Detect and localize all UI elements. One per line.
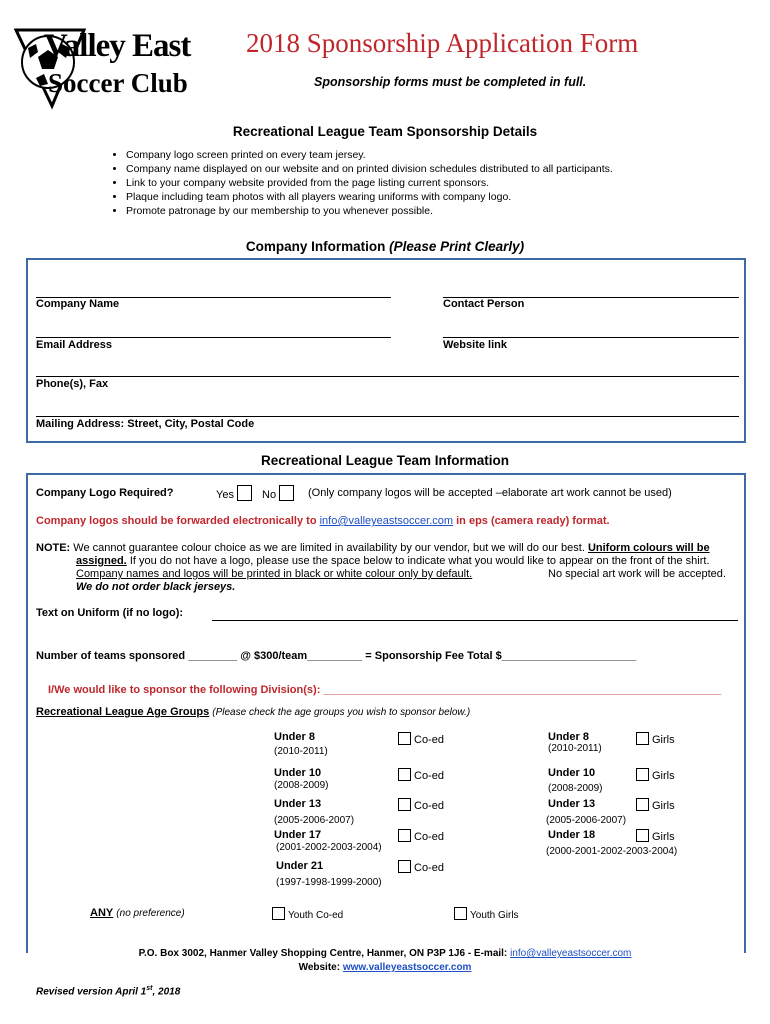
age-left-0-coed[interactable] [398,732,444,746]
age-left-4-years: (1997-1998-1999-2000) [276,877,382,888]
footer-website-link[interactable]: www.valleyeastsoccer.com [342,962,472,973]
no-checkbox[interactable] [279,485,294,501]
division-line[interactable]: I/We would like to sponsor the following Division(s): _________________________________________________________________ [48,684,722,696]
coed-label: Co-ed [414,734,444,746]
list-item: • Promote patronage by our membership to you whenever possible. [126,204,613,218]
phone-line[interactable] [36,376,739,377]
company-name-label: Company Name [36,298,120,310]
note-block [36,542,736,556]
coed-label: Co-ed [414,862,444,874]
email-label: Email Address [36,339,113,351]
teams-fee-line[interactable]: Number of teams sponsored ________ @ $300/team_________ = Sponsorship Fee Total $______________________ [36,650,637,662]
form-subtitle: Sponsorship forms must be completed in full. [314,75,587,89]
note-uniform: Uniform colours will be [587,542,710,554]
age-right-3-years: (2000-2001-2002-2003-2004) [546,846,678,857]
age-right-0-years: (2010-2011) [548,743,602,754]
note-line2 [76,555,710,567]
youth-coed-label: Youth Co-ed [288,910,344,921]
age-right-2-years: (2005-2006-2007) [546,815,627,826]
age-left-2-name: Under 13 [274,798,322,810]
revised-pre: Revised version April 1 [36,986,147,998]
youth-girls-label: Youth Girls [470,910,519,921]
age-left-3-coed[interactable] [398,829,444,843]
girls-label: Girls [652,800,675,812]
any-preference [90,907,185,919]
girls-label: Girls [652,734,675,746]
details-list [90,148,613,218]
logo-line1: Valley East [44,28,191,64]
age-right-0-girls[interactable] [636,732,675,746]
list-item: • Plaque including team photos with all players wearing uniforms with company logo. [126,190,613,204]
logo-required-label: Company Logo Required? [36,487,174,499]
note-label: NOTE: [36,542,71,554]
coed-checkbox[interactable] [398,798,411,811]
forward-instruction [36,515,610,527]
company-heading-note: (Please Print Clearly) [389,239,525,254]
coed-checkbox[interactable] [398,860,411,873]
details-heading: Recreational League Team Sponsorship Details [232,124,538,139]
girls-label: Girls [652,770,675,782]
forward-post: in eps (camera ready) format. [456,515,610,527]
girls-checkbox[interactable] [636,732,649,745]
forward-pre: Company logos should be forwarded electronically to [36,515,317,527]
mailing-line[interactable] [36,416,739,417]
phone-label: Phone(s), Fax [36,378,109,390]
youth-girls-option[interactable] [454,907,519,921]
coed-label: Co-ed [414,770,444,782]
note-assigned: assigned. [76,555,127,567]
age-left-3-years: (2001-2002-2003-2004) [276,842,382,853]
youth-coed-option[interactable] [272,907,343,921]
contact-person-label: Contact Person [443,298,525,310]
age-right-0-name: Under 8 [548,731,589,743]
yes-checkbox[interactable] [237,485,252,501]
no-label: No [262,489,277,501]
text-uniform-line[interactable] [212,620,738,621]
company-heading [0,239,770,254]
footer-email-link[interactable]: info@valleyeastsoccer.com [510,948,632,959]
footer-website [0,962,770,973]
yes-label: Yes [216,489,234,501]
age-right-1-years: (2008-2009) [548,783,603,794]
youth-coed-checkbox[interactable] [272,907,285,920]
team-heading: Recreational League Team Information [260,453,510,468]
girls-checkbox[interactable] [636,829,649,842]
note-line2-text: If you do not have a logo, please use the space below to indicate what you would like to appear on the front of the shirt. [129,555,710,567]
age-right-1-girls[interactable] [636,768,675,782]
list-item: • Company name displayed on our website and on printed division schedules distributed to all participants. [126,162,613,176]
form-title: 2018 Sponsorship Application Form [246,28,639,58]
girls-label: Girls [652,831,675,843]
youth-girls-checkbox[interactable] [454,907,467,920]
girls-checkbox[interactable] [636,798,649,811]
revised-post: , 2018 [152,986,181,998]
age-right-3-girls[interactable] [636,829,675,843]
footer-address-text: P.O. Box 3002, Hanmer Valley Shopping Centre, Hanmer, ON P3P 1J6 - E-mail: [138,948,508,959]
note-text: We cannot guarantee colour choice as we are limited in availability by our vendor, but we will do our best. [73,542,585,554]
forward-email-link[interactable]: info@valleyeastsoccer.com [319,515,454,527]
mailing-label: Mailing Address: Street, City, Postal Code [36,418,255,430]
coed-label: Co-ed [414,800,444,812]
list-item: • Link to your company website provided from the page listing current sponsors. [126,176,613,190]
list-item: • Company logo screen printed on every team jersey. [126,148,613,162]
age-left-1-years: (2008-2009) [274,780,329,791]
age-groups-note: (Please check the age groups you wish to sponsor below.) [212,707,471,718]
coed-checkbox[interactable] [398,768,411,781]
age-right-2-name: Under 13 [548,798,596,810]
age-right-2-girls[interactable] [636,798,675,812]
age-groups-heading [36,706,470,718]
website-line[interactable] [443,337,739,338]
company-heading-text: Company Information [245,239,386,254]
any-note: (no preference) [116,908,185,919]
age-left-1-coed[interactable] [398,768,444,782]
note-line3b: No special art work will be accepted. [548,568,726,580]
footer-address [0,948,770,959]
note-line3: Company names and logos will be printed in black or white colour only by default. [76,568,473,580]
coed-checkbox[interactable] [398,829,411,842]
age-left-1-name: Under 10 [274,767,322,779]
age-groups-label: Recreational League Age Groups [36,706,210,718]
age-right-1-name: Under 10 [548,767,596,779]
note-line4: We do not order black jerseys. [76,581,236,593]
age-left-0-years: (2010-2011) [274,746,328,757]
club-logo [14,18,204,110]
logo-yes-option[interactable] [216,485,252,501]
age-left-3-name: Under 17 [274,829,322,841]
age-right-3-name: Under 18 [548,829,596,841]
footer-website-label: Website: [298,962,341,973]
age-left-2-coed[interactable] [398,798,444,812]
revised-date [36,985,180,997]
coed-checkbox[interactable] [398,732,411,745]
revised-sup: st [146,985,153,992]
text-uniform-label: Text on Uniform (if no logo): [36,607,184,619]
logo-line2: Soccer Club [48,68,188,98]
age-left-4-coed[interactable] [398,860,444,874]
logo-no-option[interactable] [262,485,294,501]
logo-note: (Only company logos will be accepted –elaborate art work cannot be used) [308,487,672,499]
coed-label: Co-ed [414,831,444,843]
any-label: ANY [90,907,114,919]
age-left-0-name: Under 8 [274,731,315,743]
website-label: Website link [443,339,507,351]
age-left-2-years: (2005-2006-2007) [274,815,355,826]
girls-checkbox[interactable] [636,768,649,781]
email-line[interactable] [36,337,391,338]
age-left-4-name: Under 21 [276,860,324,872]
